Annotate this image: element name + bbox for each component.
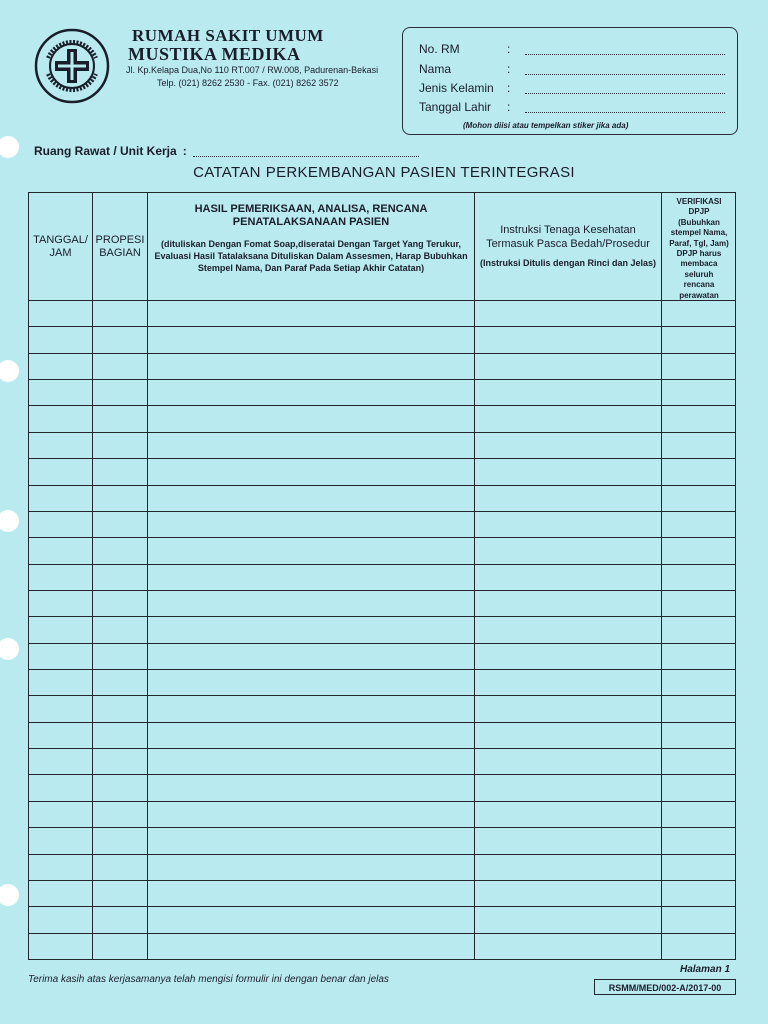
- hospital-address: Jl. Kp.Kelapa Dua,No 110 RT.007 / RW.008, Padurenan-Bekasi: [126, 65, 379, 75]
- header-hasil-title: HASIL PEMERIKSAAN, ANALISA, RENCANA PENATALAKSANAAN PASIEN: [194, 203, 428, 228]
- table-row[interactable]: [29, 722, 735, 723]
- header-instruksi: [477, 223, 659, 270]
- table-row[interactable]: [29, 590, 735, 591]
- tanggal-lahir-input[interactable]: [525, 100, 725, 113]
- table-row[interactable]: [29, 353, 735, 354]
- hospital-name-line1: RUMAH SAKIT UMUM: [132, 26, 324, 45]
- punch-hole: [0, 360, 19, 382]
- table-row[interactable]: [29, 379, 735, 380]
- header-hasil: [153, 203, 469, 274]
- footer-note: Terima kasih atas kerjasamanya telah mengisi formulir ini dengan benar dan jelas: [28, 974, 389, 985]
- punch-hole: [0, 638, 19, 660]
- hospital-name-line2: MUSTIKA MEDIKA: [128, 44, 301, 64]
- table-row[interactable]: [29, 643, 735, 644]
- table-row[interactable]: [29, 801, 735, 802]
- table-row[interactable]: [29, 774, 735, 775]
- table-row[interactable]: [29, 485, 735, 486]
- sticker-note: (Mohon diisi atau tempelkan stiker jika ada): [463, 121, 629, 130]
- field-no-rm[interactable]: No. RM :: [419, 42, 725, 56]
- ruang-label: Ruang Rawat / Unit Kerja: [34, 144, 177, 158]
- punch-hole: [0, 884, 19, 906]
- punch-hole: [0, 510, 19, 532]
- hospital-phone: Telp. (021) 8262 2530 - Fax. (021) 8262 3572: [157, 78, 339, 88]
- table-row[interactable]: [29, 432, 735, 433]
- nama-input[interactable]: [525, 62, 725, 75]
- ruang-rawat-field[interactable]: Ruang Rawat / Unit Kerja :: [34, 144, 419, 158]
- field-tanggal-lahir[interactable]: Tanggal Lahir :: [419, 100, 725, 114]
- table-row[interactable]: [29, 616, 735, 617]
- table-row[interactable]: [29, 854, 735, 855]
- table-row[interactable]: [29, 405, 735, 406]
- header-tanggal: TANGGAL/ JAM: [33, 233, 88, 259]
- progress-notes-table: [28, 192, 736, 960]
- table-row[interactable]: [29, 880, 735, 881]
- table-row[interactable]: [29, 933, 735, 934]
- field-nama[interactable]: Nama :: [419, 62, 725, 76]
- table-row[interactable]: [29, 458, 735, 459]
- page-number: Halaman 1: [680, 964, 731, 975]
- ruang-input[interactable]: [193, 144, 419, 157]
- jenis-kelamin-input[interactable]: [525, 81, 725, 94]
- table-row[interactable]: [29, 564, 735, 565]
- no-rm-input[interactable]: [525, 42, 725, 55]
- table-row[interactable]: [29, 300, 735, 301]
- header-verifikasi: VERIFIKASI DPJP (Bubuhkan stempel Nama, Paraf, Tgl, Jam) DPJP harus membaca seluruh rencana perawatan: [669, 197, 729, 300]
- table-row[interactable]: [29, 827, 735, 828]
- form-title: CATATAN PERKEMBANGAN PASIEN TERINTEGRASI: [193, 164, 575, 181]
- header-instruksi-note: (Instruksi Ditulis dengan Rinci dan Jelas): [479, 258, 657, 268]
- form-code: RSMM/MED/002-A/2017-00: [594, 979, 736, 995]
- header-instruksi-title: Instruksi Tenaga Kesehatan Termasuk Pasca Bedah/Prosedur: [486, 224, 650, 250]
- table-row[interactable]: [29, 511, 735, 512]
- patient-id-box: [402, 27, 738, 135]
- table-row[interactable]: [29, 669, 735, 670]
- table-row[interactable]: [29, 906, 735, 907]
- table-row[interactable]: [29, 748, 735, 749]
- hospital-name: [128, 26, 324, 65]
- table-row[interactable]: [29, 695, 735, 696]
- header-propesi: PROPESI BAGIAN: [95, 233, 145, 259]
- table-row[interactable]: [29, 537, 735, 538]
- hospital-logo: [34, 28, 110, 104]
- punch-hole: [0, 136, 19, 158]
- header-hasil-note: (dituliskan Dengan Fomat Soap,diseratai Dengan Target Yang Terukur, Evaluasi Hasil Tatalaksana Dituliskan Dalam Assesmen, Harap Bubuhkan Stempel Nama, Dan Paraf Pada Setiap Akhir Catatan): [154, 239, 468, 273]
- table-row[interactable]: [29, 326, 735, 327]
- field-jenis-kelamin[interactable]: Jenis Kelamin :: [419, 81, 725, 95]
